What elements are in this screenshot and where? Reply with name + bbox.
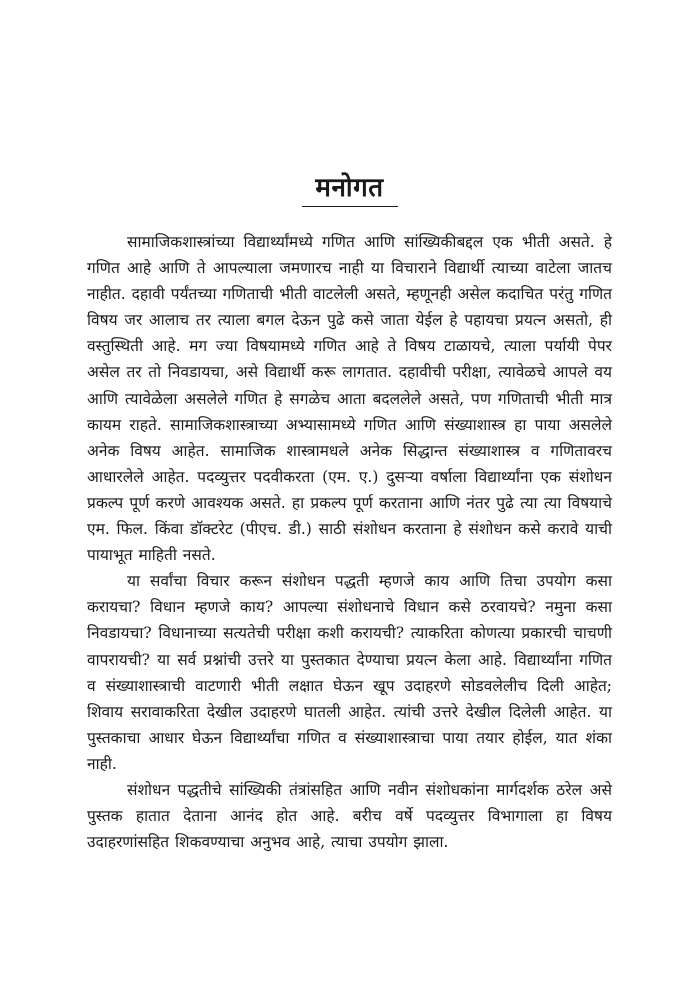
title-underline	[302, 206, 398, 207]
page-title: मनोगत	[315, 173, 384, 203]
paragraph: संशोधन पद्धतीचे सांख्यिकी तंत्रांसहित आणि नवीन संशोधकांना मार्गदर्शक ठरेल असे पुस्तक हातात देताना आनंद होत आहे. बरीच वर्षे पदव्युत्तर विभागाला हा विषय उदाहरणांसहित शिकवण्याचा अनुभव आहे, त्याचा उपयोग झाला.	[87, 780, 612, 852]
preface-body	[87, 229, 612, 855]
paragraph: या सर्वांचा विचार करून संशोधन पद्धती म्हणजे काय आणि तिचा उपयोग कसा करायचा? विधान म्हणजे काय? आपल्या संशोधनाचे विधान कसे ठरवायचे? नमुना कसा निवडायचा? विधानाच्या सत्यतेची परीक्षा कशी करायची? त्याकरिता कोणत्या प्रकारची चाचणी वापरायची? या सर्व प्रश्नांची उत्तरे या पुस्तकात देण्याचा प्रयत्न केला आहे. विद्यार्थ्यांना गणित व संख्याशास्त्राची वाटणारी भीती लक्षात घेऊन खूप उदाहरणे सोडवलेलीच दिली आहेत; शिवाय सरावाकरिता देखील उदाहरणे घातली आहेत. त्यांची उत्तरे देखील दिलेली आहेत. या पुस्तकाचा आधार घेऊन विद्यार्थ्यांचा गणित व संख्याशास्त्राचा पाया तयार होईल, यात शंका नाही.	[87, 572, 612, 773]
paragraph: सामाजिकशास्त्रांच्या विद्यार्थ्यांमध्ये गणित आणि सांख्यिकीबद्दल एक भीती असते. हे गणित आहे आणि ते आपल्याला जमणारच नाही या विचाराने विद्यार्थी त्याच्या वाटेला जातच नाहीत. दहावी पर्यंतच्या गणिताची भीती वाटलेली असते, म्हणूनही असेल कदाचित परंतु गणित विषय जर आलाच तर त्याला बगल देऊन पुढे कसे जाता येईल हे पहायचा प्रयत्न असतो, ही वस्तुस्थिती आहे. मग ज्या विषयामध्ये गणित आहे ते विषय टाळायचे, त्याला पर्यायी पेपर असेल तर तो निवडायचा, असे विद्यार्थी करू लागतात. दहावीची परीक्षा, त्यावेळचे आपले वय आणि त्यावेळेला असलेले गणित हे सगळेच आता बदललेले असते, पण गणिताची भीती मात्र कायम राहते. सामाजिकशास्त्राच्या अभ्यासामध्ये गणित आणि संख्याशास्त्र हा पाया असलेले अनेक विषय आहेत. सामाजिक शास्त्रामधले अनेक सिद्धान्त संख्याशास्त्र व गणितावरच आधारलेले आहेत. पदव्युत्तर पदवीकरता (एम. ए.) दुसऱ्या वर्षाला विद्यार्थ्यांना एक संशोधन प्रकल्प पूर्ण करणे आवश्यक असते. हा प्रकल्प पूर्ण करताना आणि नंतर पुढे त्या त्या विषयाचे एम. फिल. किंवा डॉक्टरेट (पीएच. डी.) साठी संशोधन करताना हे संशोधन कसे करावे याची पायाभूत माहिती नसते.	[87, 233, 612, 565]
